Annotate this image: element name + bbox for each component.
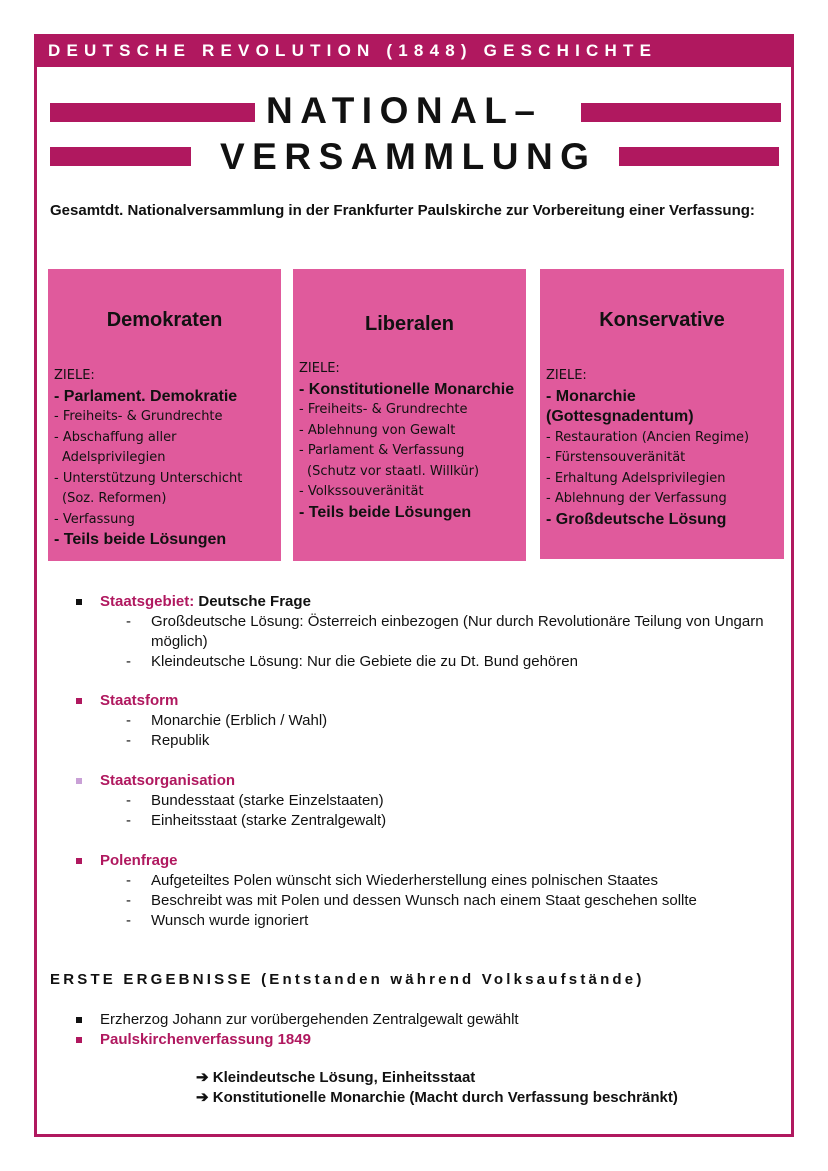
dash: - <box>126 792 131 809</box>
section-staatsform <box>76 691 786 751</box>
arrow-item: ➔ Konstitutionelle Monarchie (Macht durch Verfassung beschränkt) <box>196 1089 678 1106</box>
goal-item: - Teils beide Lösungen <box>54 531 227 548</box>
goal-item: - Unterstützung Unterschicht <box>54 470 243 486</box>
goal-item: - Verfassung <box>54 511 135 527</box>
goal-item: - Restauration (Ancien Regime) <box>546 429 750 445</box>
dash: - <box>126 613 131 630</box>
goal-item: - Parlament. Demokratie <box>54 387 238 405</box>
goals-list <box>299 359 522 523</box>
goals-list <box>546 366 780 530</box>
section-staatsgebiet <box>76 592 786 672</box>
section-heading <box>76 851 786 871</box>
list-item <box>76 871 786 891</box>
goal-item: - Abschaffung aller <box>54 429 177 445</box>
section-heading <box>76 592 786 612</box>
goal-item: - Ablehnung von Gewalt <box>299 422 456 438</box>
box-liberalen <box>293 269 526 561</box>
section-heading <box>76 691 786 711</box>
result-item <box>76 1030 786 1050</box>
goal-item: - Freiheits- & Grundrechte <box>299 402 468 417</box>
dash: - <box>126 653 131 670</box>
goal-item: Adelsprivilegien <box>62 450 166 465</box>
dash: - <box>126 872 131 889</box>
list-item <box>76 612 786 652</box>
title-line-2: VERSAMMLUNG <box>220 136 597 177</box>
list-item <box>76 652 786 672</box>
item-text: Aufgeteiltes Polen wünscht sich Wiederherstellung eines polnischen Staates <box>151 872 658 889</box>
title-stripe-right-2 <box>619 147 779 166</box>
title-stripe-left-1 <box>50 103 255 122</box>
bullet-icon <box>76 1017 82 1023</box>
goal-item: - Fürstensouveränität <box>546 450 686 465</box>
item-text: Großdeutsche Lösung: Österreich einbezogen (Nur durch Revolutionäre Teilung von Ungarn möglich) <box>151 613 764 650</box>
section-title-suffix: Deutsche Frage <box>194 593 311 610</box>
result-item <box>76 1010 786 1030</box>
section-title: Staatsform <box>100 692 179 709</box>
goal-item: - Parlament & Verfassung <box>299 443 465 458</box>
section-staatsorganisation <box>76 771 786 831</box>
goal-item: (Soz. Reformen) <box>62 491 167 506</box>
dash: - <box>126 812 131 829</box>
item-text: Kleindeutsche Lösung: Nur die Gebiete die zu Dt. Bund gehören <box>151 653 578 670</box>
box-title: Konservative <box>599 309 725 331</box>
section-heading <box>76 771 786 791</box>
list-item <box>76 791 786 811</box>
results-arrows <box>196 1068 678 1108</box>
list-item <box>76 711 786 731</box>
dash: - <box>126 732 131 749</box>
item-text: Beschreibt was mit Polen und dessen Wunsch nach einem Staat geschehen sollte <box>151 892 697 909</box>
bullet-icon <box>76 778 82 784</box>
goal-item: - Großdeutsche Lösung <box>546 510 727 528</box>
results-list <box>76 1010 786 1050</box>
item-text: Bundesstaat (starke Einzelstaaten) <box>151 792 384 809</box>
goals-list <box>54 366 277 551</box>
list-item <box>76 911 786 931</box>
box-konservative <box>540 269 784 559</box>
goal-item: - Volkssouveränität <box>299 484 424 499</box>
dash: - <box>126 712 131 729</box>
results-heading: ERSTE ERGEBNISSE (Entstanden während Volksaufstände) <box>50 971 645 988</box>
header-bar: DEUTSCHE REVOLUTION (1848) GESCHICHTE <box>34 34 794 67</box>
intro-text: Gesamtdt. Nationalversammlung in der Frankfurter Paulskirche zur Vorbereitung einer Verfassung: <box>50 202 755 219</box>
title-stripe-left-2 <box>50 147 191 166</box>
box-title: Demokraten <box>106 309 223 331</box>
result-text: Erzherzog Johann zur vorübergehenden Zentralgewalt gewählt <box>100 1011 519 1028</box>
bullet-icon <box>76 1037 82 1043</box>
list-item <box>76 811 786 831</box>
bullet-icon <box>76 858 82 864</box>
section-title: Polenfrage <box>100 852 178 869</box>
list-item <box>76 891 786 911</box>
item-text: Monarchie (Erblich / Wahl) <box>151 712 328 729</box>
goals-label: ZIELE: <box>299 361 340 376</box>
goal-item: (Schutz vor staatl. Willkür) <box>307 463 480 479</box>
goals-label: ZIELE: <box>54 368 95 383</box>
box-demokraten <box>48 269 281 561</box>
item-text: Republik <box>151 732 210 749</box>
list-item <box>76 731 786 751</box>
item-text: Wunsch wurde ignoriert <box>151 912 309 929</box>
box-title: Liberalen <box>365 313 454 335</box>
goal-item: - Konstitutionelle Monarchie <box>299 380 515 398</box>
goals-label: ZIELE: <box>546 368 587 383</box>
bullet-icon <box>76 698 82 704</box>
arrow-item: ➔ Kleindeutsche Lösung, Einheitsstaat <box>196 1069 476 1086</box>
section-title: Staatsorganisation <box>100 772 236 789</box>
goal-item: - Freiheits- & Grundrechte <box>54 409 223 424</box>
goal-item: - Erhaltung Adelsprivilegien <box>546 470 726 486</box>
goal-item: - Monarchie <box>546 387 636 405</box>
dash: - <box>126 912 131 929</box>
section-title: Staatsgebiet: <box>100 593 195 610</box>
goal-item: - Teils beide Lösungen <box>299 503 472 521</box>
goal-item: - Ablehnung der Verfassung <box>546 491 727 506</box>
goal-item: (Gottesgnadentum) <box>546 408 694 425</box>
bullet-icon <box>76 599 82 605</box>
item-text: Einheitsstaat (starke Zentralgewalt) <box>151 812 387 829</box>
title-stripe-right-1 <box>581 103 781 122</box>
result-text: Paulskirchenverfassung 1849 <box>100 1031 311 1048</box>
title-line-1: NATIONAL– <box>266 90 543 131</box>
section-polenfrage <box>76 851 786 931</box>
dash: - <box>126 892 131 909</box>
